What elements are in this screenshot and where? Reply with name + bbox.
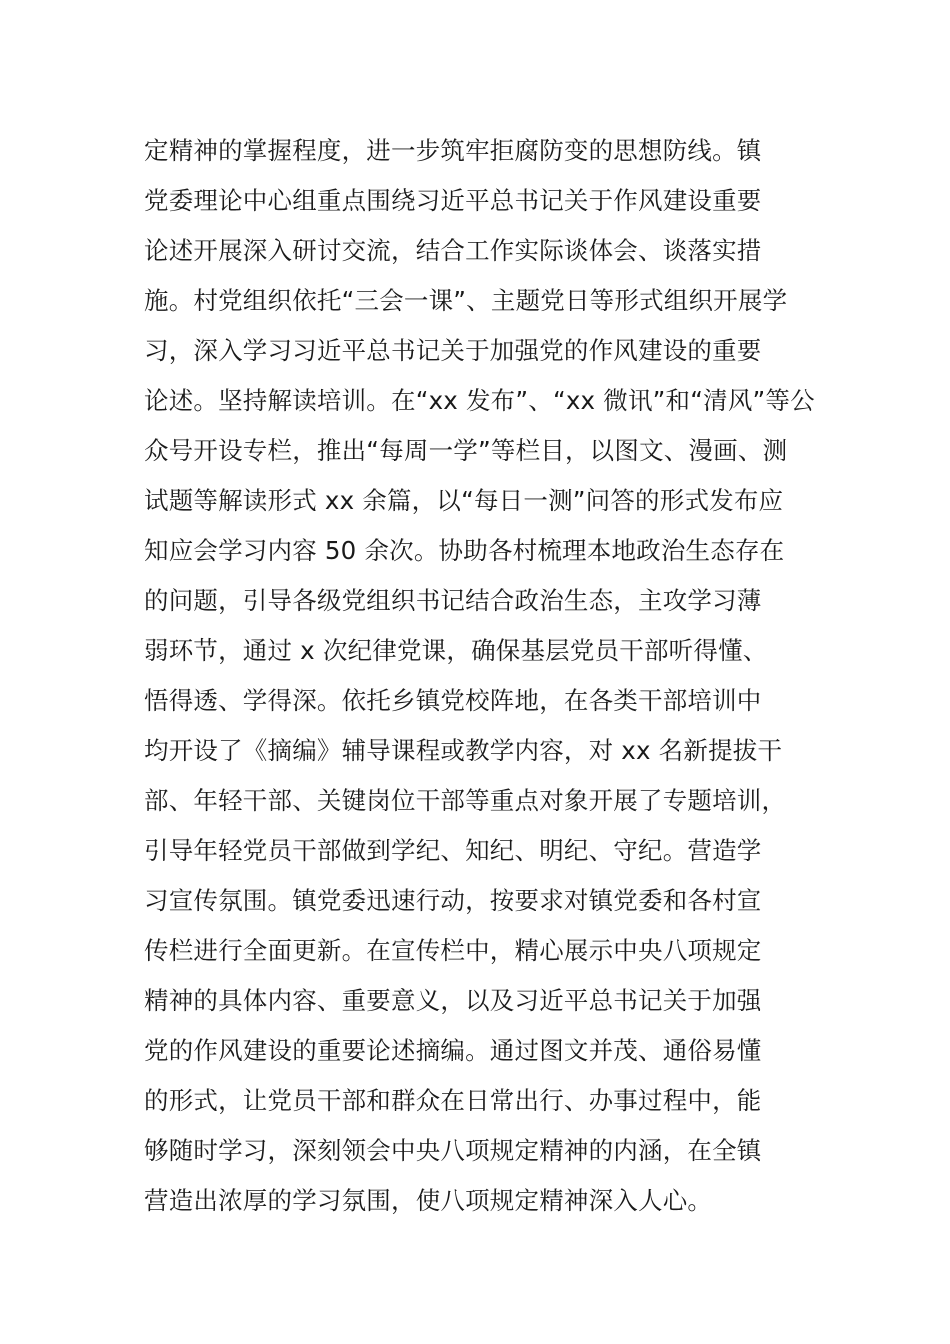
- paragraph-line: 弱环节，通过 x 次纪律党课，确保基层党员干部听得懂、: [144, 636, 768, 665]
- paragraph-line: 的形式，让党员干部和群众在日常出行、办事过程中，能: [144, 1086, 762, 1115]
- paragraph-line: 习宣传氛围。镇党委迅速行动，按要求对镇党委和各村宣: [144, 886, 762, 915]
- paragraph-line: 均开设了《摘编》辅导课程或教学内容，对 xx 名新提拔干: [144, 736, 783, 765]
- paragraph-line: 部、年轻干部、关键岗位干部等重点对象开展了专题培训，: [144, 786, 787, 815]
- paragraph-line: 营造出浓厚的学习氛围，使八项规定精神深入人心。: [144, 1186, 713, 1215]
- paragraph-line: 党的作风建设的重要论述摘编。通过图文并茂、通俗易懂: [144, 1036, 762, 1065]
- paragraph-line: 够随时学习，深刻领会中央八项规定精神的内涵，在全镇: [144, 1136, 762, 1165]
- paragraph-line: 引导年轻党员干部做到学纪、知纪、明纪、守纪。营造学: [144, 836, 762, 865]
- paragraph-line: 习，深入学习习近平总书记关于加强党的作风建设的重要: [144, 336, 762, 365]
- paragraph-line: 知应会学习内容 50 余次。协助各村梳理本地政治生态存在: [144, 536, 785, 565]
- paragraph-line: 悟得透、学得深。依托乡镇党校阵地，在各类干部培训中: [144, 686, 762, 715]
- paragraph-line: 的问题，引导各级党组织书记结合政治生态，主攻学习薄: [144, 586, 762, 615]
- paragraph-line: 传栏进行全面更新。在宣传栏中，精心展示中央八项规定: [144, 936, 762, 965]
- body-paragraph: [144, 126, 814, 1226]
- paragraph-line: 党委理论中心组重点围绕习近平总书记关于作风建设重要: [144, 186, 762, 215]
- paragraph-line: 试题等解读形式 xx 余篇，以“每日一测”问答的形式发布应: [144, 486, 784, 515]
- paragraph-line: 定精神的掌握程度，进一步筑牢拒腐防变的思想防线。镇: [144, 136, 762, 165]
- paragraph-line: 施。村党组织依托“三会一课”、主题党日等形式组织开展学: [144, 286, 788, 315]
- paragraph-line: 众号开设专栏，推出“每周一学”等栏目，以图文、漫画、测: [144, 436, 788, 465]
- paragraph-line: 论述。坚持解读培训。在“xx 发布”、“xx 微讯”和“清风”等公: [144, 386, 815, 415]
- paragraph-line: 精神的具体内容、重要意义，以及习近平总书记关于加强: [144, 986, 762, 1015]
- paragraph-line: 论述开展深入研讨交流，结合工作实际谈体会、谈落实措: [144, 236, 762, 265]
